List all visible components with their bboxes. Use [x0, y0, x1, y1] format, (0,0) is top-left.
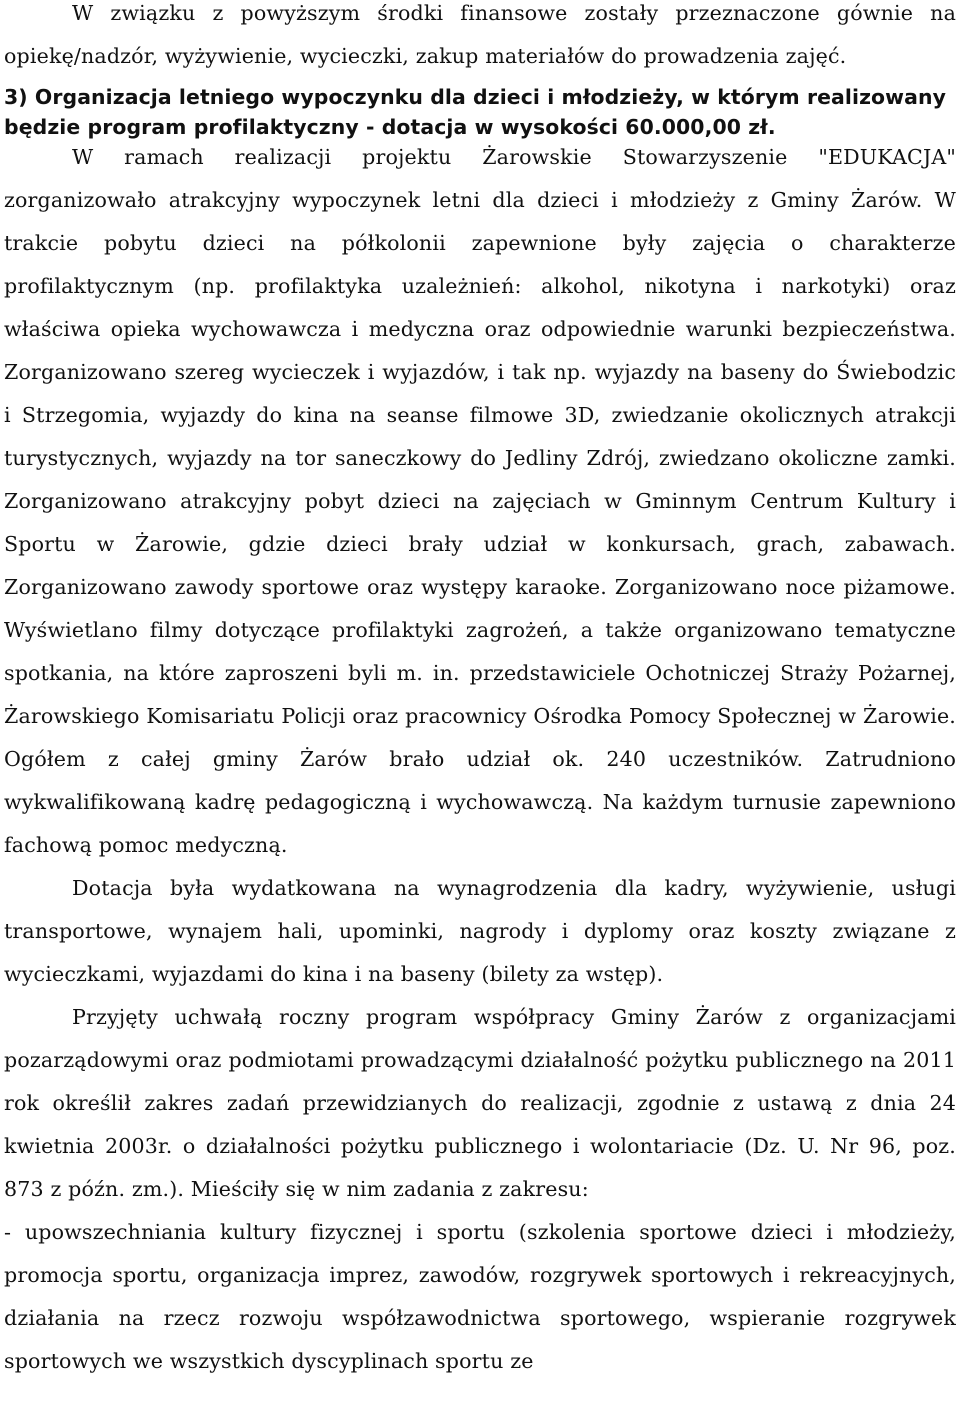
paragraph-cooperation-program: Przyjęty uchwałą roczny program współpracy Gminy Żarów z organizacjami pozarządowymi oraz podmiotami prowadzącymi działalność pożytku publicznego na 2011 rok określił zakres zadań przewidzianych do realizacji, zgodnie z ustawą z dnia 24 kwietnia 2003r. o działalności pożytku publicznego i wolontariacie (Dz. U. Nr 96, poz. 873 z późn. zm.). Mieściły się w nim zadania z zakresu: — [4, 1005, 956, 1201]
paragraph-realization: W ramach realizacji projektu Żarowskie Stowarzyszenie "EDUKACJA" zorganizowało atrakcyjny wypoczynek letni dla dzieci i młodzieży z Gminy Żarów. W trakcie pobytu dzieci na półkolonii zapewnione były zajęcia o charakterze profilaktycznym (np. profilaktyka uzależnień: alkohol, nikotyna i narkotyki) oraz właściwa opieka wychowawcza i medyczna oraz odpowiednie warunki bezpieczeństwa. Zorganizowano szereg wycieczek i wyjazdów, i tak np. wyjazdy na baseny do Świebodzic i Strzegomia, wyjazdy do kina na seanse filmowe 3D, zwiedzanie okolicznych atrakcji turystycznych, wyjazdy na tor saneczkowy do Jedliny Zdrój, zwiedzano okoliczne zamki. Zorganizowano atrakcyjny pobyt dzieci na zajęciach w Gminnym Centrum Kultury i Sportu w Żarowie, gdzie dzieci brały udział w konkursach, grach, zabawach. Zorganizowano zawody sportowe oraz występy karaoke. Zorganizowano noce piżamowe. Wyświetlano filmy dotyczące profilaktyki zagrożeń, a także organizowano tematyczne spotkania, na które zaproszeni byli m. in. przedstawiciele Ochotniczej Straży Pożarnej, Żarowskiego Komisariatu Policji oraz pracownicy Ośrodka Pomocy Społecznej w Żarowie. Ogółem z całej gminy Żarów brało udział ok. 240 uczestników. Zatrudniono wykwalifikowaną kadrę pedagogiczną i wychowawczą. Na każdym turnusie zapewniono fachową pomoc medyczną. — [4, 145, 956, 857]
list-item-sport: - upowszechniania kultury fizycznej i sportu (szkolenia sportowe dzieci i młodzieży, promocja sportu, organizacja imprez, zawodów, rozgrywek sportowych i rekreacyjnych, działania na rzecz rozwoju współzawodnictwa sportowego, wspieranie rozgrywek sportowych we wszystkich dyscyplinach sportu ze — [4, 1220, 956, 1373]
section-heading: 3) Organizacja letniego wypoczynku dla dzieci i młodzieży, w którym realizowany będzie program profilaktyczny - dotacja w wysokości 60.000,00 zł. — [4, 85, 946, 139]
intro-paragraph: W związku z powyższym środki finansowe zostały przeznaczone gównie na opiekę/nadzór, wyżywienie, wycieczki, zakup materiałów do prowadzenia zajęć. — [4, 1, 956, 68]
paragraph-expenses: Dotacja była wydatkowana na wynagrodzenia dla kadry, wyżywienie, usługi transportowe, wynajem hali, upominki, nagrody i dyplomy oraz koszty związane z wycieczkami, wyjazdami do kina i na baseny (bilety za wstęp). — [4, 876, 956, 986]
document-page — [4, 0, 956, 1383]
